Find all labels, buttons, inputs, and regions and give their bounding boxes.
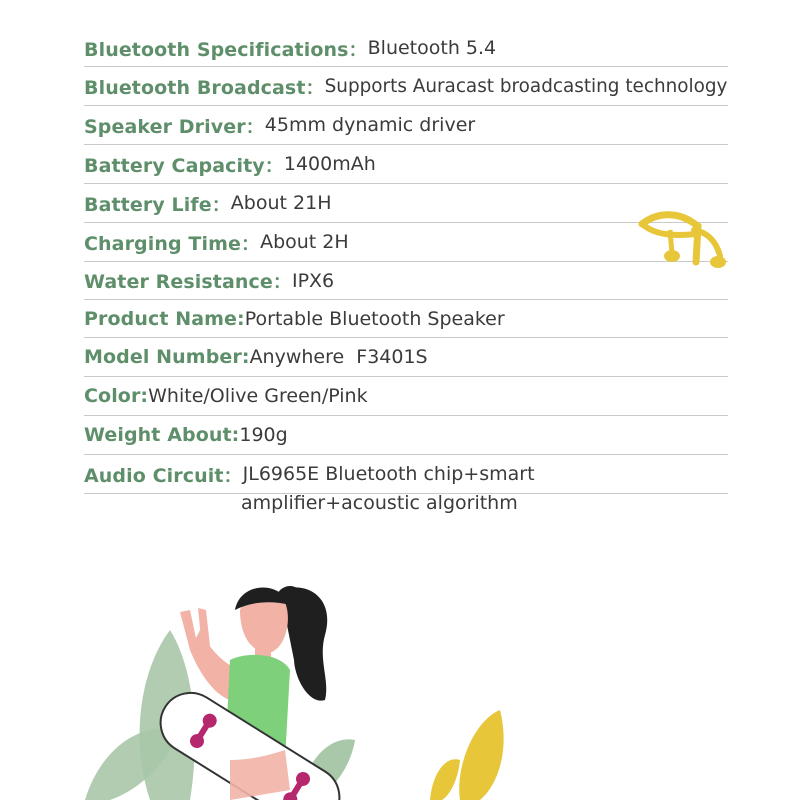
spec-row-charging-time xyxy=(84,223,728,262)
spec-value: White/Olive Green/Pink xyxy=(148,385,368,407)
spec-label: Bluetooth Specifications： xyxy=(84,38,368,61)
spec-row-model-number xyxy=(84,338,728,377)
spec-value: About 2H xyxy=(260,231,349,253)
spec-label: Weight About: xyxy=(84,424,240,446)
spec-value: Portable Bluetooth Speaker xyxy=(244,307,505,330)
spec-value: Bluetooth 5.4 xyxy=(367,37,497,59)
spec-label: Water Resistance： xyxy=(84,271,292,293)
spec-label: Charging Time： xyxy=(84,232,261,255)
spec-label: Model Number: xyxy=(84,346,250,368)
spec-row-product-name xyxy=(84,300,728,338)
spec-row-battery-capacity xyxy=(84,145,728,184)
spec-label: Product Name: xyxy=(84,307,245,330)
spec-row-bluetooth-broadcast xyxy=(84,67,728,106)
spec-row-water-resistance xyxy=(84,262,728,300)
spec-value: Supports Auracast broadcasting technology xyxy=(324,75,728,97)
spec-value: 190g xyxy=(239,424,288,446)
spec-label: Speaker Driver： xyxy=(84,115,265,138)
spec-value: Anywhere F3401S xyxy=(249,346,428,368)
spec-label: Battery Capacity： xyxy=(84,154,284,177)
girl-with-skateboard-illustration xyxy=(80,560,540,800)
music-note-icon xyxy=(636,206,732,278)
spec-value: JL6965E Bluetooth chip+smart xyxy=(242,463,535,485)
spec-label: Battery Life： xyxy=(84,193,231,216)
spec-label: Color: xyxy=(84,385,149,407)
spec-label: Audio Circuit： xyxy=(84,464,243,487)
spec-row-bluetooth-specifications xyxy=(84,30,728,67)
spec-table xyxy=(84,30,728,494)
spec-row-audio-circuit xyxy=(84,455,728,494)
audio-circuit-continued: amplifier+acoustic algorithm xyxy=(241,492,518,514)
spec-row-weight xyxy=(84,416,728,455)
spec-value: About 21H xyxy=(230,192,332,214)
spec-label: Bluetooth Broadcast： xyxy=(84,76,325,99)
spec-row-color xyxy=(84,377,728,416)
spec-row-speaker-driver xyxy=(84,106,728,145)
spec-value: 1400mAh xyxy=(283,153,376,175)
spec-value: 45mm dynamic driver xyxy=(264,114,476,136)
spec-row-battery-life xyxy=(84,184,728,223)
spec-value: IPX6 xyxy=(291,269,335,292)
